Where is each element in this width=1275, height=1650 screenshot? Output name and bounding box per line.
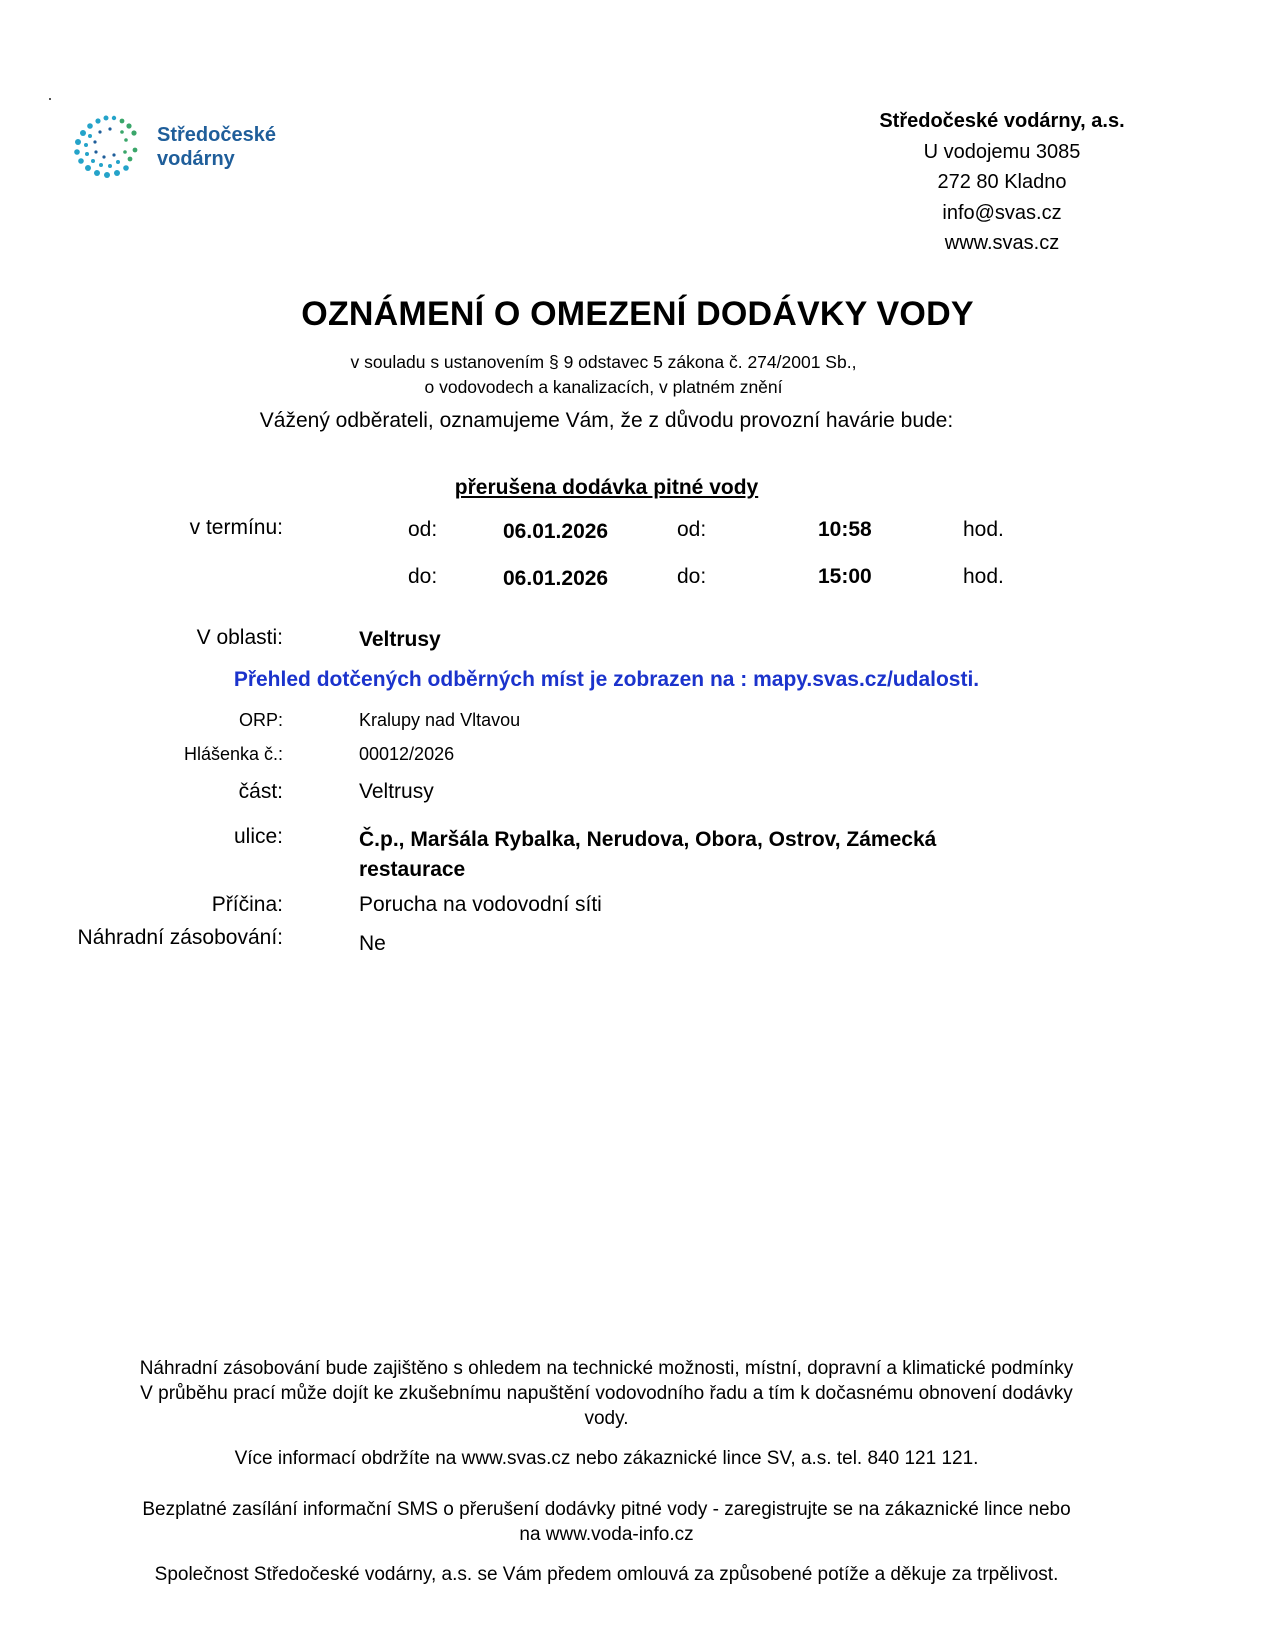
part-label: část: (238, 780, 283, 803)
logo-wordmark (157, 123, 276, 171)
interruption-heading: přerušena dodávka pitné vody (454, 476, 759, 499)
substitute-label: Náhradní zásobování: (77, 926, 283, 949)
from-label: od: (408, 518, 438, 541)
from-unit: hod. (963, 518, 1004, 541)
cause-label: Příčina: (211, 893, 283, 916)
substitute-value: Ne (359, 932, 386, 955)
company-city: 272 80 Kladno (937, 171, 1067, 193)
footer-sms-line-1: Bezplatné zasílání informační SMS o přerušení dodávky pitné vody - zaregistrujte se na zákaznické lince nebo (142, 1499, 1071, 1520)
orp-label: ORP: (238, 710, 283, 730)
company-web[interactable]: www.svas.cz (944, 232, 1060, 254)
area-label: V oblasti: (196, 626, 283, 649)
footer-conditions (0, 1356, 1213, 1431)
street-label: ulice: (233, 825, 283, 848)
footer-sms (0, 1497, 1213, 1547)
to-time-label: do: (677, 565, 707, 588)
street-value (359, 825, 936, 885)
footer-line-3: vody. (584, 1408, 629, 1429)
orp-value: Kralupy nad Vltavou (359, 710, 521, 730)
from-time-label: od: (677, 518, 707, 541)
subtitle-line-1: v souladu s ustanovením § 9 odstavec 5 zákona č. 274/2001 Sb., (350, 352, 857, 372)
company-street: U vodojemu 3085 (923, 140, 1081, 163)
to-date: 06.01.2026 (503, 567, 609, 590)
report-label: Hlášenka č.: (183, 744, 283, 764)
to-time: 15:00 (818, 565, 872, 588)
logo-line-1: Středočeské (157, 124, 276, 146)
company-logo (70, 112, 150, 180)
cause-value: Porucha na vodovodní síti (359, 893, 602, 916)
footer-line-1: Náhradní zásobování bude zajištěno s ohledem na technické možnosti, místní, dopravní a klimatické podmínky (139, 1358, 1074, 1379)
from-time: 10:58 (818, 518, 872, 541)
logo-line-2: vodárny (157, 148, 235, 170)
to-unit: hod. (963, 565, 1004, 588)
street-value-line-2: restaurace (359, 858, 466, 881)
company-address (842, 106, 1162, 259)
footer-info: Více informací obdržíte na www.svas.cz nebo zákaznické lince SV, a.s. tel. 840 121 121. (234, 1448, 979, 1469)
subtitle-line-2: o vodovodech a kanalizacích, v platném znění (424, 377, 783, 397)
notice-title: OZNÁMENÍ O OMEZENÍ DODÁVKY VODY (301, 295, 974, 333)
footer-line-2: V průběhu prací může dojít ke zkušebnímu napuštění vodovodního řadu a tím k dočasnému obnovení dodávky (140, 1383, 1073, 1404)
notice-subtitle (0, 350, 1207, 400)
from-date: 06.01.2026 (503, 520, 609, 543)
greeting: Vážený odběrateli, oznamujeme Vám, že z důvodu provozní havárie bude: (259, 409, 954, 432)
company-email[interactable]: info@svas.cz (942, 201, 1062, 224)
affected-places-link[interactable]: Přehled dotčených odběrných míst je zobrazen na : mapy.svas.cz/udalosti. (233, 668, 980, 691)
street-value-line-1: Č.p., Maršála Rybalka, Nerudova, Obora, Ostrov, Zámecká (359, 828, 937, 851)
area-value: Veltrusy (359, 628, 441, 651)
report-value: 00012/2026 (359, 744, 455, 764)
footer-sms-line-2: na www.voda-info.cz (519, 1524, 694, 1545)
footer-apology: Společnost Středočeské vodárny, a.s. se Vám předem omlouvá za způsobené potíže a děkuje za trpělivost. (154, 1564, 1059, 1585)
part-value: Veltrusy (359, 780, 434, 803)
company-name: Středočeské vodárny, a.s. (879, 110, 1125, 132)
to-label: do: (408, 565, 438, 588)
logo-dots-icon (70, 112, 150, 180)
term-label: v termínu: (189, 516, 283, 539)
stray-dot (49, 98, 51, 100)
